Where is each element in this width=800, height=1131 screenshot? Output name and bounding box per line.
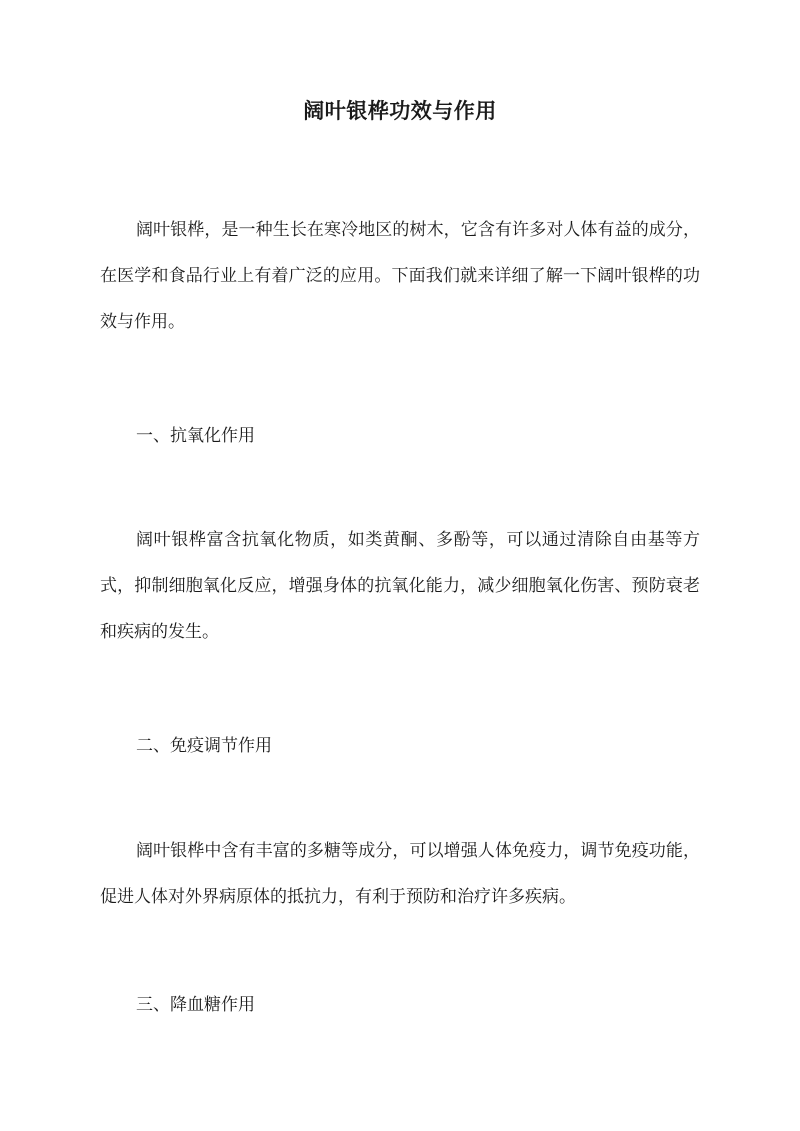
section-body: 阔叶银桦中含有丰富的多糖等成分，可以增强人体免疫力，调节免疫功能，促进人体对外界病原体的抵抗力，有利于预防和治疗许多疾病。 [100,841,700,907]
intro-paragraph-block [100,207,700,345]
section-1-body-block [100,517,700,655]
section-heading: 一、抗氧化作用 [136,426,255,446]
section-2-heading-block [100,731,700,761]
section-1-heading-block [100,421,700,451]
section-heading: 二、免疫调节作用 [136,736,272,756]
intro-paragraph: 阔叶银桦，是一种生长在寒冷地区的树木，它含有许多对人体有益的成分，在医学和食品行业上有着广泛的应用。下面我们就来详细了解一下阔叶银桦的功效与作用。 [100,220,700,332]
section-heading: 三、降血糖作用 [136,995,255,1015]
document-title: 阔叶银桦功效与作用 [303,98,497,123]
section-body: 阔叶银桦富含抗氧化物质，如类黄酮、多酚等，可以通过清除自由基等方式，抑制细胞氧化反应，增强身体的抗氧化能力，减少细胞氧化伤害、预防衰老和疾病的发生。 [100,530,700,642]
section-2-body-block [100,828,700,920]
section-3-heading-block [100,990,700,1020]
